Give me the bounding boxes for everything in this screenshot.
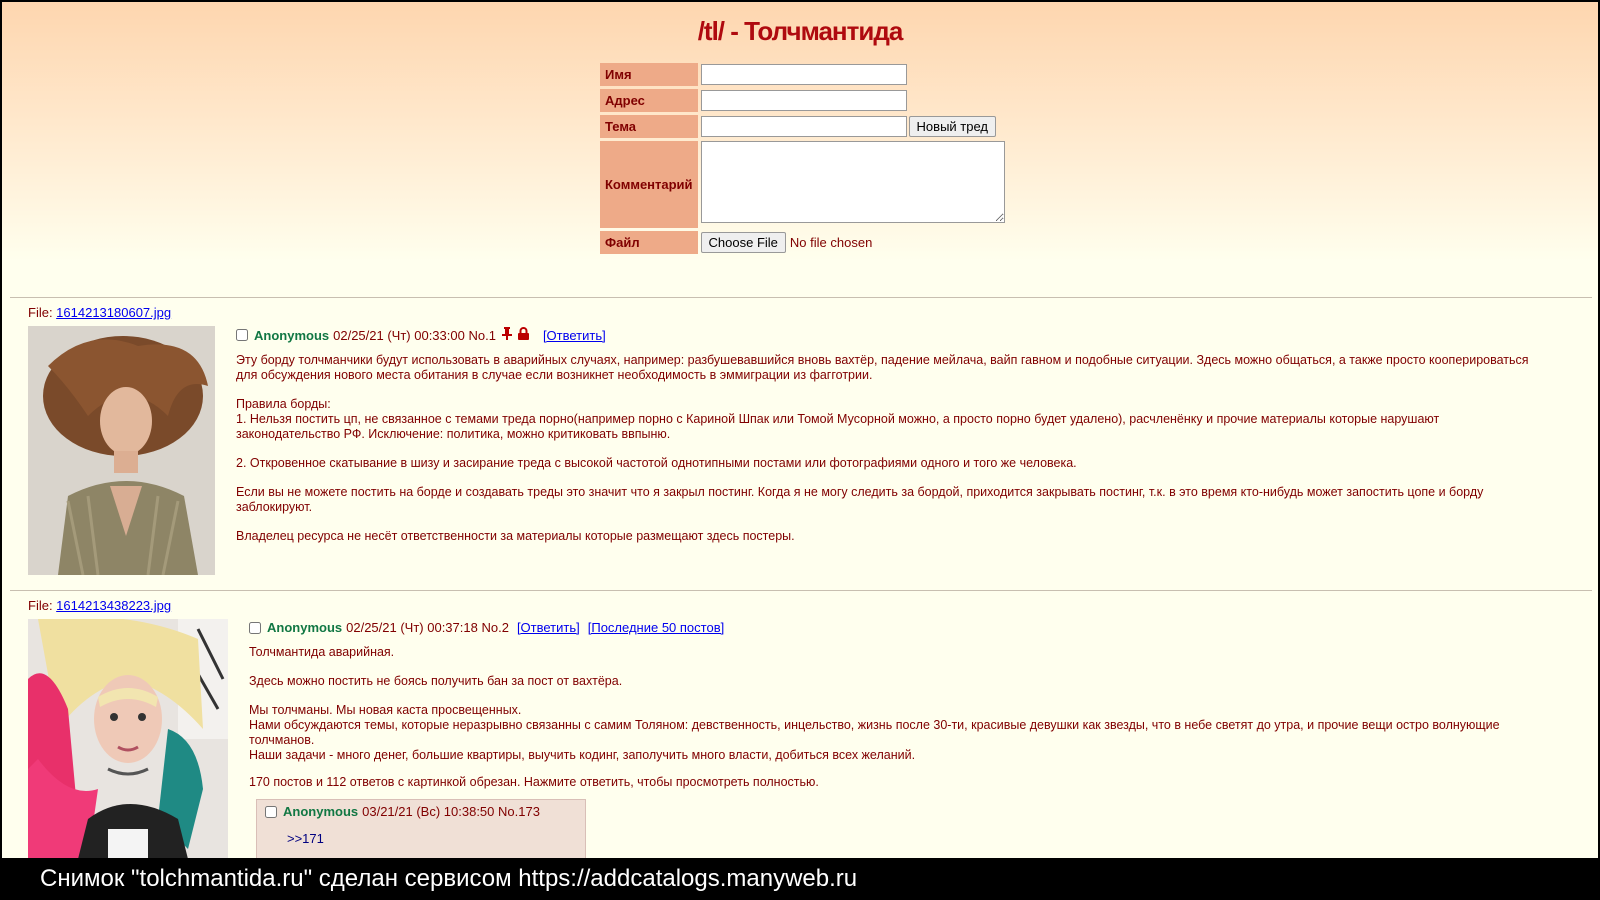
choose-file-button[interactable]: Choose File bbox=[701, 232, 786, 253]
screenshot-caption: Снимок "tolchmantida.ru" сделан сервисом https://addcatalogs.manyweb.ru bbox=[0, 858, 1600, 900]
file-link[interactable]: 1614213438223.jpg bbox=[56, 598, 172, 613]
op-post bbox=[236, 327, 1546, 558]
comment-label: Комментарий bbox=[600, 141, 698, 228]
post-message bbox=[236, 353, 1546, 544]
post-header bbox=[236, 327, 1546, 343]
post-paragraph: Толчмантида аварийная. bbox=[249, 645, 395, 659]
name-input[interactable] bbox=[701, 64, 907, 85]
file-info bbox=[28, 598, 171, 613]
woman-photo-thumbnail bbox=[28, 326, 215, 575]
reply-poster-name: Anonymous bbox=[283, 804, 359, 819]
email-input[interactable] bbox=[701, 90, 907, 111]
post-paragraph: Владелец ресурса не несёт ответственности за материалы которые размещают здесь постеры. bbox=[236, 529, 795, 543]
op-post bbox=[249, 620, 1549, 804]
poster-name: Anonymous bbox=[267, 620, 343, 635]
post-message bbox=[249, 645, 1549, 790]
comment-textarea[interactable] bbox=[701, 141, 1005, 223]
post-paragraph: 2. Откровенное скатывание в шизу и засирание треда с высокой частотой однотипными постами или фотографиями одного и того же человека. bbox=[236, 456, 1077, 470]
post-date: 02/25/21 (Чт) 00:33:00 bbox=[333, 327, 465, 343]
board-title: /tl/ - Толчмантида bbox=[697, 16, 903, 46]
subject-label: Тема bbox=[600, 115, 698, 138]
no-file-text: No file chosen bbox=[789, 235, 873, 250]
reply-date: 03/21/21 (Вс) 10:38:50 bbox=[362, 804, 495, 819]
post-paragraph: Нами обсуждаются темы, которые неразрывно связанны с самим Толяном: девственность, инцельство, жизнь после 30-ти, красивые девушки как звезды, что в небе светят до утра, и прочие вещи остро волнующие толчманов. bbox=[249, 718, 1500, 747]
email-label: Адрес bbox=[600, 89, 698, 112]
post-paragraph: Если вы не можете постить на борде и создавать треды это значит что я закрыл постинг. Когда я не могу следить за бордой, приходится закрывать постинг, т.к. в это время кто-нибудь может запостить цопе и борду заблокируют. bbox=[236, 485, 1484, 514]
reply-link[interactable]: [Ответить] bbox=[516, 620, 580, 635]
post-paragraph: Мы толчманы. Мы новая каста просвещенных. bbox=[249, 703, 522, 717]
file-prefix: File: bbox=[28, 305, 57, 320]
post-checkbox[interactable] bbox=[249, 622, 261, 634]
lock-icon bbox=[518, 327, 529, 343]
post-paragraph: 1. Нельзя постить цп, не связанное с темами треда порно(например порно с Кариной Шпак или Томой Мусорной можно, а просто порно будет удалено), расчленёнку и прочие материалы которые нарушают законодательство РФ. Исключение: политика, можно критиковать ввпыню. bbox=[236, 412, 1440, 441]
file-label: Файл bbox=[600, 231, 698, 254]
page-frame bbox=[2, 2, 1598, 858]
woman-photo-thumbnail bbox=[28, 619, 228, 858]
post-paragraph: Наши задачи - много денег, большие квартиры, выучить кодинг, заполучить много власти, добиться всех желаний. bbox=[249, 748, 916, 762]
quote-link[interactable]: >>171 bbox=[287, 831, 324, 846]
poster-name: Anonymous bbox=[254, 327, 330, 343]
post-number[interactable]: No.1 bbox=[468, 327, 496, 343]
subject-input[interactable] bbox=[701, 116, 907, 137]
new-thread-button[interactable]: Новый тред bbox=[909, 116, 996, 137]
reply-link[interactable]: [Ответить] bbox=[542, 327, 606, 343]
post-number[interactable]: No.2 bbox=[481, 620, 509, 635]
reply-header bbox=[265, 804, 577, 819]
post-checkbox[interactable] bbox=[236, 329, 248, 341]
thread-image[interactable] bbox=[28, 326, 215, 575]
pin-icon bbox=[502, 327, 512, 343]
file-info bbox=[28, 305, 171, 320]
file-link[interactable]: 1614213180607.jpg bbox=[56, 305, 172, 320]
divider bbox=[10, 590, 1592, 591]
post-header bbox=[249, 620, 1549, 635]
file-prefix: File: bbox=[28, 598, 57, 613]
reply-post bbox=[256, 799, 586, 858]
divider bbox=[10, 297, 1592, 298]
post-date: 02/25/21 (Чт) 00:37:18 bbox=[346, 620, 478, 635]
post-paragraph: Правила борды: bbox=[236, 397, 331, 411]
post-paragraph: Эту борду толчманчики будут использовать в аварийных случаях, например: разбушевавшийся вновь вахтёр, падение мейлача, вайп гавном и подобные ситуации. Здесь можно общаться, а также просто кооперироваться для обсуждения нового места обитания в случае если возникнет необходимость в эммиграции из фагготрии. bbox=[236, 353, 1529, 382]
post-paragraph: Здесь можно постить не боясь получить бан за пост от вахтёра. bbox=[249, 674, 623, 688]
omitted-notice: 170 постов и 112 ответов с картинкой обрезан. Нажмите ответить, чтобы просмотреть полностью. bbox=[249, 775, 819, 789]
post-form bbox=[597, 60, 1008, 257]
name-label: Имя bbox=[600, 63, 698, 86]
thread-image[interactable] bbox=[28, 619, 228, 858]
reply-checkbox[interactable] bbox=[265, 806, 277, 818]
last-50-posts-link[interactable]: [Последние 50 постов] bbox=[587, 620, 725, 635]
reply-number[interactable]: No.173 bbox=[498, 804, 540, 819]
